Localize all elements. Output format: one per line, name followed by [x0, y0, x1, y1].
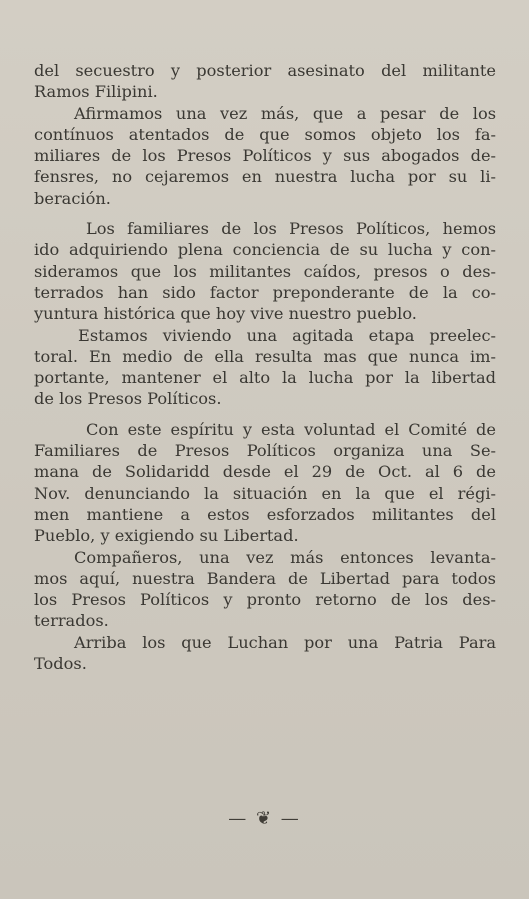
- text-line: Familiares de Presos Políticos organiza una Se-: [34, 441, 496, 461]
- text-line: Afirmamos una vez más, que a pesar de los: [74, 103, 496, 123]
- text-line: terrados han sido factor preponderante de la co-: [34, 282, 496, 302]
- paragraph-gap: [34, 410, 496, 419]
- text-line: yuntura histórica que hoy vive nuestro pueblo.: [34, 304, 417, 324]
- text-line: del secuestro y posterior asesinato del militante: [34, 61, 496, 80]
- text-line: de los Presos Políticos.: [34, 389, 222, 409]
- paragraph: [34, 60, 496, 103]
- text-line: beración.: [34, 188, 111, 208]
- text-line: miliares de los Presos Políticos y sus abogados de-: [34, 146, 496, 166]
- text-line: terrados.: [34, 611, 109, 631]
- paragraph: [34, 632, 496, 675]
- text-line: Estamos viviendo una agitada etapa preelec-: [78, 325, 496, 345]
- text-line: mana de Solidaridd desde el 29 de Oct. al 6 de: [34, 462, 496, 482]
- text-line: Los familiares de los Presos Políticos, hemos: [86, 219, 496, 239]
- text-line: mos aquí, nuestra Bandera de Libertad para todos: [34, 568, 496, 588]
- text-line: Nov. denunciando la situación en la que el régi-: [34, 483, 496, 503]
- text-line: portante, mantener el alto la lucha por la libertad: [34, 368, 496, 388]
- text-line: contínuos atentados de que somos objeto los fa-: [34, 124, 496, 144]
- text-line: Todos.: [34, 654, 87, 674]
- text-line: Compañeros, una vez más entonces levanta-: [74, 547, 496, 567]
- paragraph: [34, 218, 496, 324]
- paragraph: [34, 325, 496, 410]
- text-line: Pueblo, y exigiendo su Libertad.: [34, 526, 299, 546]
- text-line: men mantiene a estos esforzados militantes del: [34, 504, 496, 524]
- text-line: sideramos que los militantes caídos, presos o des-: [34, 261, 496, 281]
- text-line: Con este espíritu y esta voluntad el Comité de: [86, 419, 496, 439]
- page-ornament: — ❦ —: [228, 808, 301, 829]
- body-text: [34, 60, 496, 674]
- text-line: Arriba los que Luchan por una Patria Para: [74, 632, 496, 652]
- paragraph: [34, 547, 496, 632]
- text-line: fensres, no cejaremos en nuestra lucha por su li-: [34, 167, 496, 187]
- paragraph: [34, 419, 496, 547]
- paragraph-gap: [34, 209, 496, 218]
- paragraph: [34, 103, 496, 209]
- text-line: Ramos Filipini.: [34, 82, 158, 102]
- text-line: toral. En medio de ella resulta mas que nunca im-: [34, 346, 496, 366]
- text-line: los Presos Políticos y pronto retorno de los des-: [34, 590, 496, 610]
- text-line: ido adquiriendo plena conciencia de su lucha y con-: [34, 240, 496, 260]
